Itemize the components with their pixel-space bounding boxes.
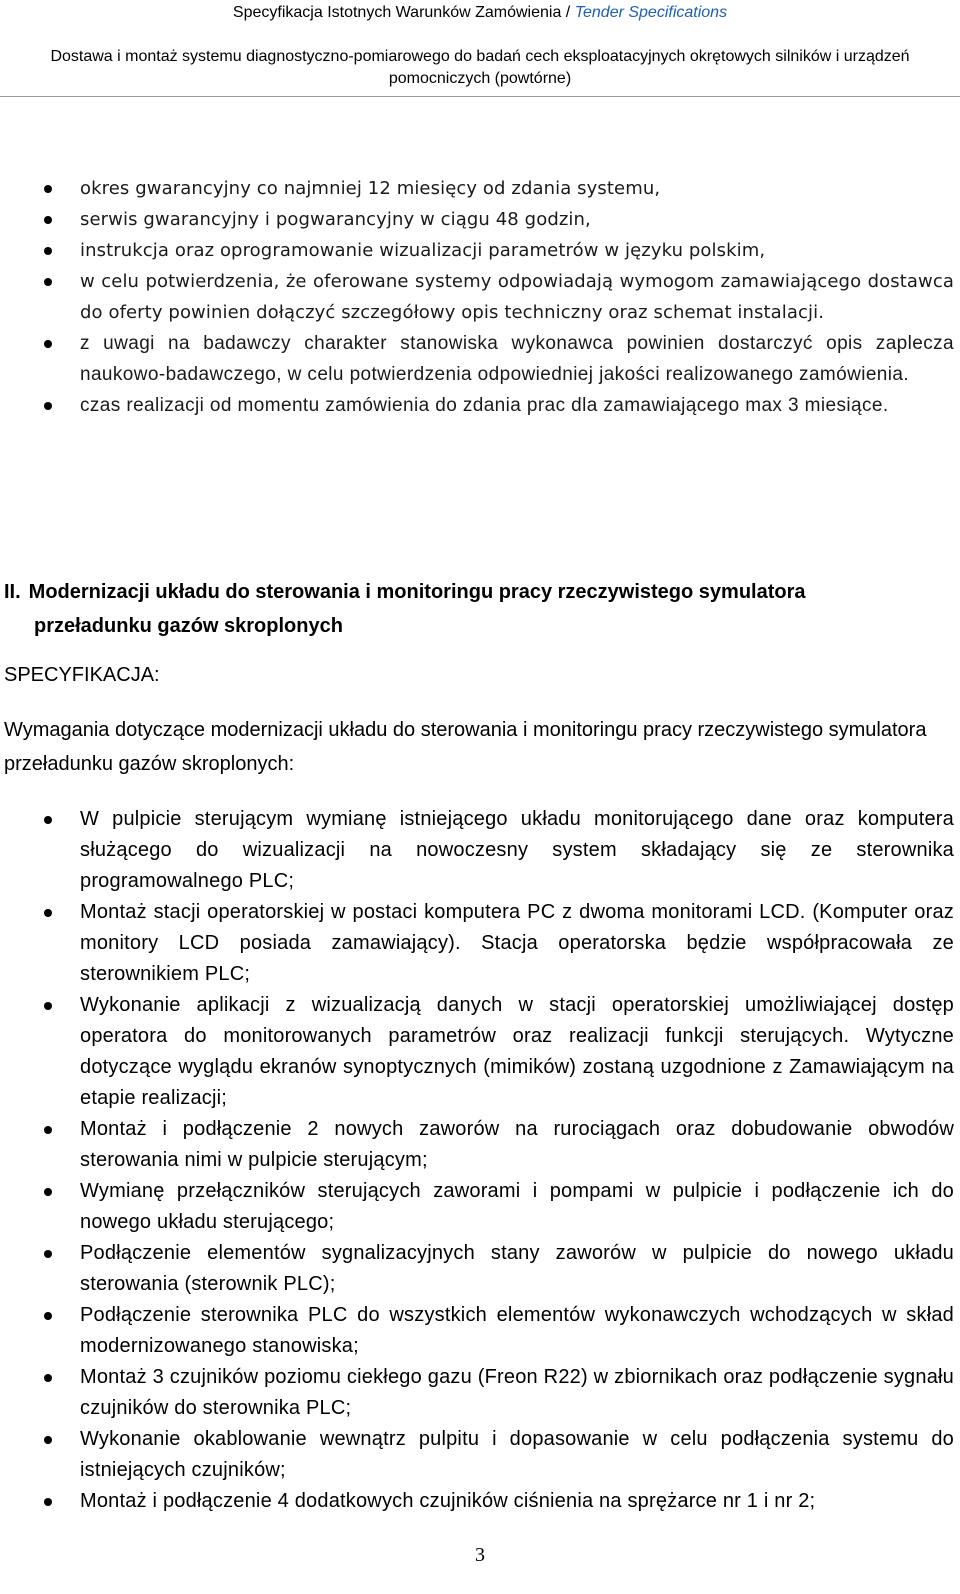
requirements-list-2 bbox=[0, 804, 960, 1517]
list-item: Podłączenie elementów sygnalizacyjnych stany zaworów w pulpicie do nowego układu sterowania (sterownik PLC); bbox=[0, 1238, 960, 1300]
list-item: W pulpicie sterującym wymianę istniejącego układu monitorującego dane oraz komputera służącego do wizualizacji na nowoczesny system składający się ze sterownika programowalnego PLC; bbox=[0, 804, 960, 897]
requirements-list-1 bbox=[0, 173, 960, 421]
bullet-icon bbox=[44, 247, 52, 255]
section-number: II. bbox=[4, 581, 21, 603]
bullet-icon bbox=[44, 1374, 52, 1382]
bullet-icon bbox=[44, 402, 52, 410]
header-title-en: Tender Specifications bbox=[574, 4, 728, 21]
section-heading bbox=[4, 575, 954, 643]
intro-paragraph: Wymagania dotyczące modernizacji układu do sterowania i monitoringu pracy rzeczywistego symulatora przeładunku gazów skroplonych: bbox=[4, 719, 927, 775]
spec-label: SPECYFIKACJA: bbox=[4, 664, 160, 686]
bullet-icon bbox=[44, 1436, 52, 1444]
list-item: Podłączenie sterownika PLC do wszystkich elementów wykonawczych wchodzących w skład modernizowanego stanowiska; bbox=[0, 1300, 960, 1362]
bullet-icon bbox=[44, 1188, 52, 1196]
list-item: w celu potwierdzenia, że oferowane systemy odpowiadają wymogom zamawiającego dostawca do oferty powinien dołączyć szczegółowy opis techniczny oraz schemat instalacji. bbox=[0, 266, 960, 328]
bullet-icon bbox=[44, 1126, 52, 1134]
list-item: Montaż i podłączenie 2 nowych zaworów na rurociągach oraz dobudowanie obwodów sterowania nimi w pulpicie sterującym; bbox=[0, 1114, 960, 1176]
list-item: Wykonanie okablowanie wewnątrz pulpitu i dopasowanie w celu podłączenia systemu do istniejących czujników; bbox=[0, 1424, 960, 1486]
bullet-icon bbox=[44, 1002, 52, 1010]
list-item: Wymianę przełączników sterujących zaworami i pompami w pulpicie i podłączenie ich do nowego układu sterującego; bbox=[0, 1176, 960, 1238]
bullet-icon bbox=[44, 185, 52, 193]
list-item: serwis gwarancyjny i pogwarancyjny w ciągu 48 godzin, bbox=[0, 204, 960, 235]
list-item: Montaż stacji operatorskiej w postaci komputera PC z dwoma monitorami LCD. (Komputer oraz monitory LCD posiada zamawiający). Stacja operatorska będzie współpracowała ze sterownikiem PLC; bbox=[0, 897, 960, 990]
section-heading-line1: Modernizacji układu do sterowania i monitoringu pracy rzeczywistego symulatora bbox=[28, 581, 806, 603]
bullet-icon bbox=[44, 1312, 52, 1320]
bullet-icon bbox=[44, 340, 52, 348]
section-heading-line2: przeładunku gazów skroplonych bbox=[34, 615, 343, 637]
bullet-icon bbox=[44, 216, 52, 224]
list-item: instrukcja oraz oprogramowanie wizualizacji parametrów w języku polskim, bbox=[0, 235, 960, 266]
list-item: Montaż 3 czujników poziomu ciekłego gazu (Freon R22) w zbiornikach oraz podłączenie sygnału czujników do sterownika PLC; bbox=[0, 1362, 960, 1424]
bullet-icon bbox=[44, 1250, 52, 1258]
page-header bbox=[0, 0, 960, 97]
list-item: Montaż i podłączenie 4 dodatkowych czujników ciśnienia na sprężarce nr 1 i nr 2; bbox=[0, 1486, 960, 1517]
bullet-icon bbox=[44, 909, 52, 917]
bullet-icon bbox=[44, 278, 52, 286]
list-item: z uwagi na badawczy charakter stanowiska wykonawca powinien dostarczyć opis zaplecza naukowo-badawczego, w celu potwierdzenia odpowiedniej jakości realizowanego zamówienia. bbox=[0, 328, 960, 390]
list-item: Wykonanie aplikacji z wizualizacją danych w stacji operatorskiej umożliwiającej dostęp operatora do monitorowanych parametrów oraz realizacji funkcji sterujących. Wytyczne dotyczące wyglądu ekranów synoptycznych (mimików) zostaną uzgodnione z Zamawiającym na etapie realizacji; bbox=[0, 990, 960, 1114]
list-item: okres gwarancyjny co najmniej 12 miesięcy od zdania systemu, bbox=[0, 173, 960, 204]
header-title-pl: Specyfikacja Istotnych Warunków Zamówienia / bbox=[232, 4, 575, 21]
page-number: 3 bbox=[475, 1544, 485, 1566]
bullet-icon bbox=[44, 1498, 52, 1506]
header-subtitle: Dostawa i montaż systemu diagnostyczno-pomiarowego do badań cech eksploatacyjnych okrętowych silników i urządzeń pomocniczych (powtórne) bbox=[50, 48, 910, 87]
list-item: czas realizacji od momentu zamówienia do zdania prac dla zamawiającego max 3 miesiące. bbox=[0, 390, 960, 421]
bullet-icon bbox=[44, 816, 52, 824]
header-title bbox=[0, 2, 960, 24]
